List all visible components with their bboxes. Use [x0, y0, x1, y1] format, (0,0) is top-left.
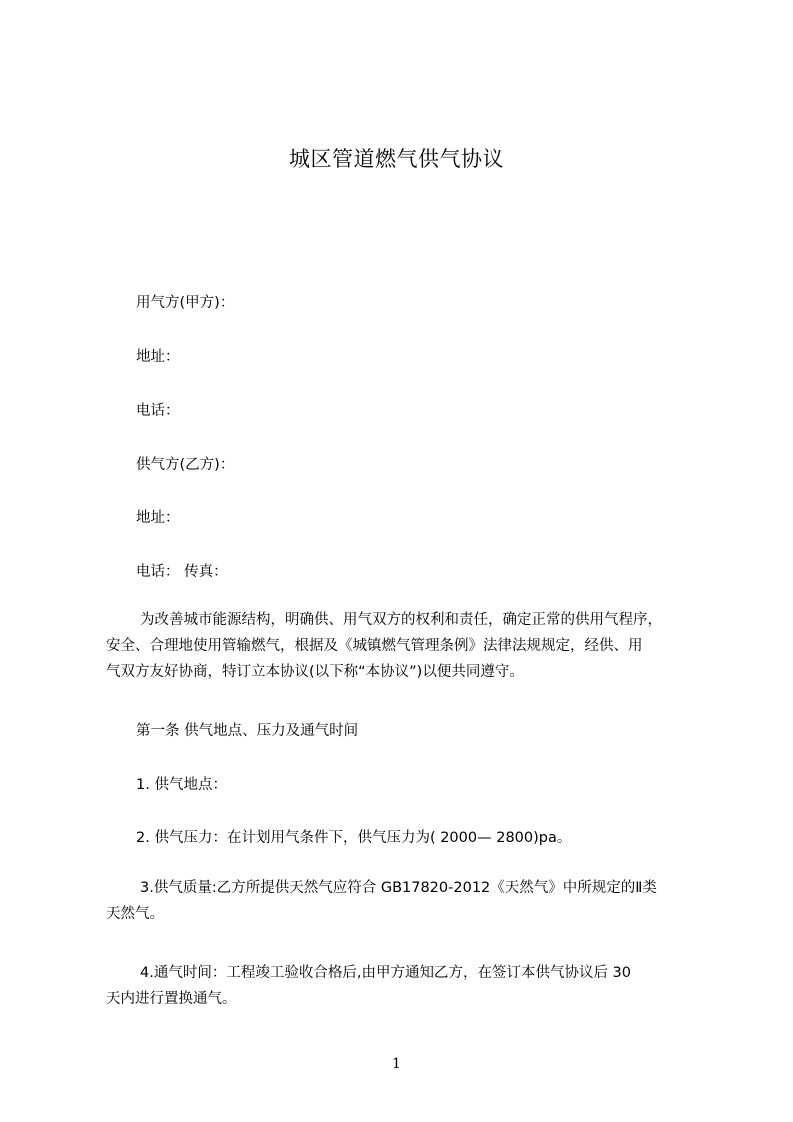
party-b-label: 供气方(乙方)： [136, 457, 235, 473]
party-a-label: 用气方(甲方)： [136, 295, 235, 311]
article1-item3 [106, 875, 716, 927]
intro-line-3: 气双方友好协商，特订立本协议(以下称“本协议”)以便共同遵守。 [106, 664, 524, 680]
party-b-phone-fax: 电话： 传真： [136, 564, 228, 580]
party-a-address: 地址： [136, 349, 180, 365]
article1-item2: 2. 供气压力：在计划用气条件下，供气压力为( 2000— 2800)pa。 [136, 830, 572, 846]
article1-heading: 第一条 供气地点、压力及通气时间 [136, 723, 359, 739]
intro-line-2: 安全、合理地使用管输燃气，根据及《城镇燃气管理条例》法律法规规定，经供、用 [106, 638, 643, 654]
article1-item4 [106, 960, 716, 1012]
article1-item1: 1. 供气地点： [136, 777, 227, 793]
item3-line-2: 天然气。 [106, 906, 164, 922]
item4-line-2: 天内进行置换通气。 [106, 991, 237, 1007]
intro-line-1: 为改善城市能源结构，明确供、用气双方的权利和责任，确定正常的供用气程序， [140, 612, 662, 628]
party-a-phone: 电话： [136, 403, 180, 419]
intro-paragraph [106, 607, 716, 685]
item4-line-1: 4.通气时间：工程竣工验收合格后,由甲方通知乙方，在签订本供气协议后 30 [140, 965, 632, 981]
page-number: 1 [392, 1056, 401, 1072]
item3-line-1: 3.供气质量:乙方所提供天然气应符合 GB17820-2012《天然气》中所规定的Ⅱ类 [140, 880, 657, 896]
document-title: 城区管道燃气供气协议 [289, 147, 504, 171]
party-b-address: 地址： [136, 510, 180, 526]
